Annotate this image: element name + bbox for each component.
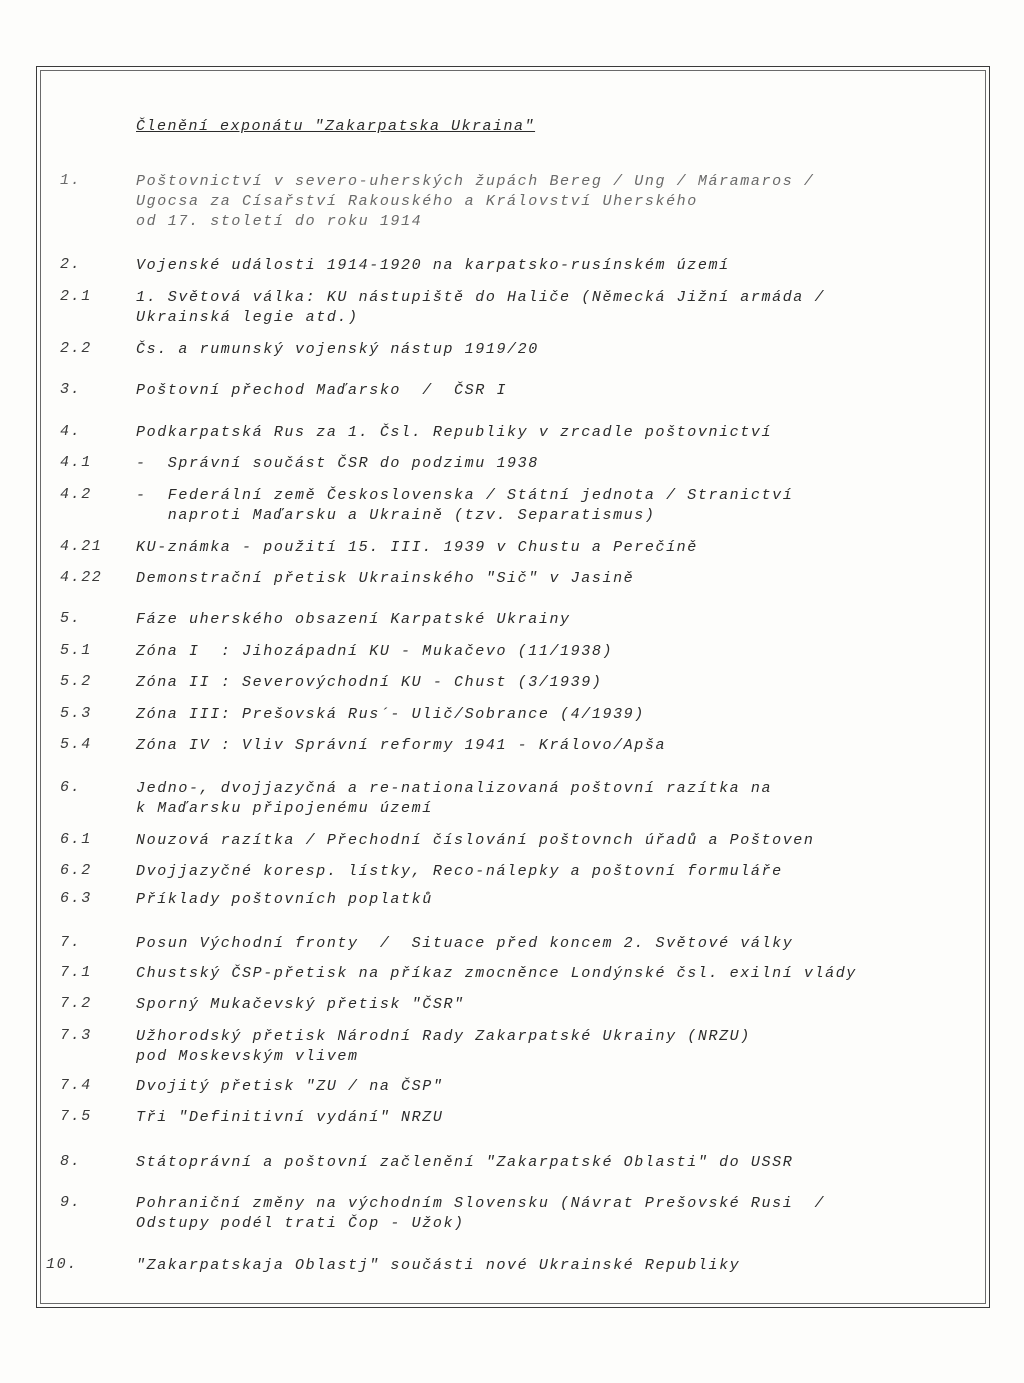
item-text: - Federální země Československa / Státní jednota / Stranictví naproti Maďarsku a Ukraině (tzv. Separatismus) (136, 487, 794, 524)
item-number: 6.3 (60, 890, 92, 907)
item-number: 4.1 (60, 454, 92, 471)
item-number: 6. (60, 779, 82, 796)
item-text: Pohraniční změny na východním Slovensku (Návrat Prešovské Rusi / Odstupy podél trati Čop - Užok) (136, 1195, 826, 1232)
item-text: Sporný Mukačevský přetisk "ČSR" (136, 996, 465, 1013)
item-number: 8. (60, 1153, 82, 1170)
item-number: 2.2 (60, 340, 92, 357)
item-text: Zóna I : Jihozápadní KU - Mukačevo (11/1938) (136, 643, 614, 660)
item-text: Zóna IV : Vliv Správní reformy 1941 - Královo/Apša (136, 737, 667, 754)
item-text: Nouzová razítka / Přechodní číslování poštovnch úřadů a Poštoven (136, 832, 815, 849)
item-text: KU-známka - použití 15. III. 1939 v Chustu a Perečíně (136, 539, 698, 556)
item-text: Užhorodský přetisk Národní Rady Zakarpatské Ukrainy (NRZU) pod Moskevským vlivem (136, 1028, 751, 1065)
item-text: Čs. a rumunský vojenský nástup 1919/20 (136, 341, 539, 358)
item-text: Zóna III: Prešovská Rus´- Ulič/Sobrance (4/1939) (136, 706, 645, 723)
item-text: Chustský ČSP-přetisk na příkaz zmocněnce Londýnské čsl. exilní vlády (136, 965, 857, 982)
item-text: Podkarpatská Rus za 1. Čsl. Republiky v zrcadle poštovnictví (136, 424, 773, 441)
item-text: Dvojitý přetisk "ZU / na ČSP" (136, 1078, 444, 1095)
item-text: Jedno-, dvojjazyčná a re-nationalizovaná poštovní razítka na k Maďarsku připojenému území (136, 780, 773, 817)
item-number: 6.1 (60, 831, 92, 848)
item-number: 5.2 (60, 673, 92, 690)
item-text: Poštovní přechod Maďarsko / ČSR I (136, 382, 508, 399)
item-number: 2. (60, 256, 82, 273)
document-title: Členění exponátu "Zakarpatska Ukraina" (136, 118, 536, 135)
item-number: 5.3 (60, 705, 92, 722)
item-text: Státoprávní a poštovní začlenění "Zakarpatské Oblasti" do USSR (136, 1154, 794, 1171)
item-number: 5. (60, 610, 82, 627)
item-text: Demonstrační přetisk Ukrainského "Sič" v Jasině (136, 570, 635, 587)
item-text: - Správní součást ČSR do podzimu 1938 (136, 455, 539, 472)
item-number: 7.2 (60, 995, 92, 1012)
item-text: Příklady poštovních poplatků (136, 891, 433, 908)
item-number: 3. (60, 381, 82, 398)
item-number: 5.1 (60, 642, 92, 659)
item-text: "Zakarpatskaja Oblastj" součásti nové Ukrainské Republiky (136, 1257, 741, 1274)
item-text: Fáze uherského obsazení Karpatské Ukrainy (136, 611, 571, 628)
item-text: Tři "Definitivní vydání" NRZU (136, 1109, 444, 1126)
item-number: 2.1 (60, 288, 92, 305)
item-number: 7.3 (60, 1027, 92, 1044)
item-text: Vojenské události 1914-1920 na karpatsko-rusínském území (136, 257, 730, 274)
item-number: 4.2 (60, 486, 92, 503)
item-number: 7.5 (60, 1108, 92, 1125)
item-number: 9. (60, 1194, 82, 1211)
item-number: 10. (46, 1256, 78, 1273)
item-number: 4.22 (60, 569, 103, 586)
item-number: 6.2 (60, 862, 92, 879)
item-number: 7.1 (60, 964, 92, 981)
item-number: 4. (60, 423, 82, 440)
item-number: 4.21 (60, 538, 103, 555)
item-number: 7.4 (60, 1077, 92, 1094)
item-text: Posun Východní fronty / Situace před koncem 2. Světové války (136, 935, 794, 952)
item-text: Poštovnictví v severo-uherských župách Bereg / Ung / Máramaros / Ugocsa za Císařství Rakouského a Království Uherského od 17. století do roku 1914 (136, 173, 815, 230)
item-text: Zóna II : Severovýchodní KU - Chust (3/1939) (136, 674, 603, 691)
item-text: 1. Světová válka: KU nástupiště do Haliče (Německá Jižní armáda / Ukrainská legie atd.) (136, 289, 826, 326)
item-number: 1. (60, 172, 82, 189)
item-number: 7. (60, 934, 82, 951)
item-text: Dvojjazyčné koresp. lístky, Reco-nálepky a poštovní formuláře (136, 863, 783, 880)
item-number: 5.4 (60, 736, 92, 753)
